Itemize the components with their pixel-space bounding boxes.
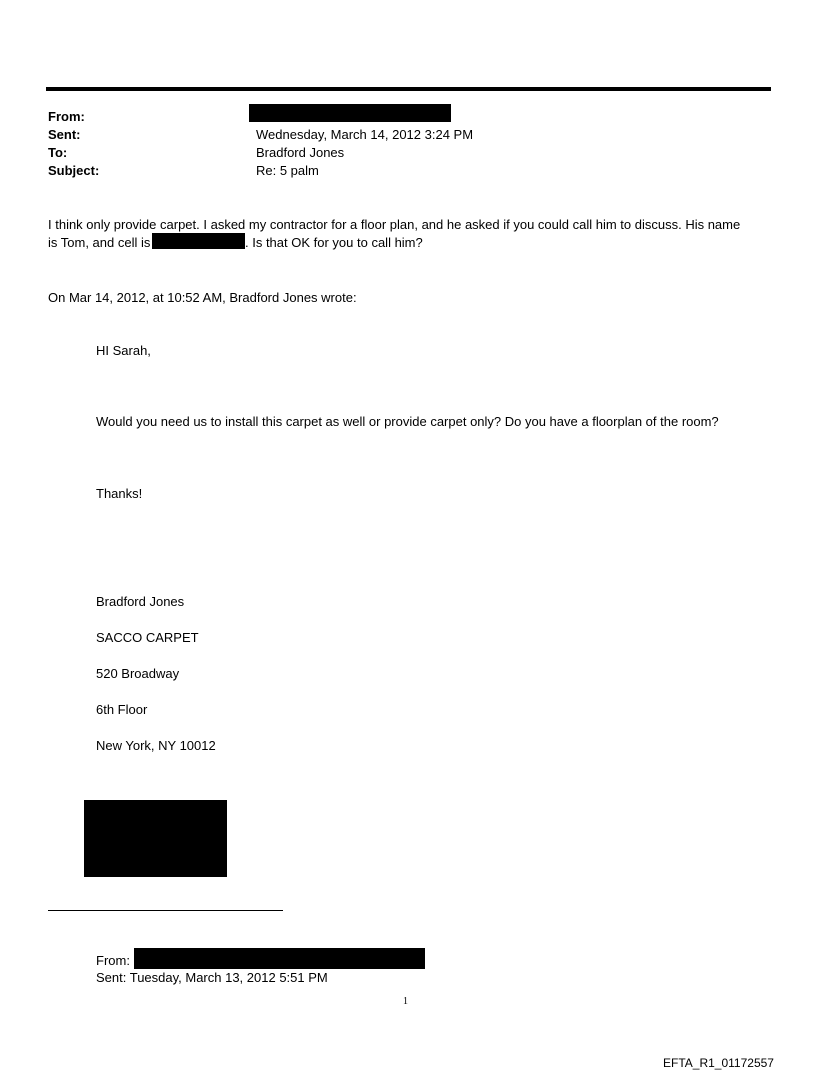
to-value: Bradford Jones — [256, 145, 345, 160]
forwarded-sent-line: Sent: Tuesday, March 13, 2012 5:51 PM — [96, 970, 328, 985]
subject-value: Re: 5 palm — [256, 163, 319, 178]
redacted-forwarded-from — [134, 948, 425, 969]
sent-label: Sent: — [48, 127, 81, 142]
quoted-greeting: HI Sarah, — [96, 343, 151, 358]
quoted-thanks: Thanks! — [96, 486, 143, 501]
signature-city: New York, NY 10012 — [96, 738, 216, 753]
body-line-2-after: . Is that OK for you to call him? — [245, 235, 423, 250]
page-number: 1 — [403, 996, 408, 1007]
redacted-logo-block — [84, 800, 227, 877]
body-line-1: I think only provide carpet. I asked my contractor for a floor plan, and he asked if you could call him to discuss. His name — [48, 217, 741, 232]
to-label: To: — [48, 145, 68, 160]
signature-street: 520 Broadway — [96, 666, 180, 681]
signature-name: Bradford Jones — [96, 594, 185, 609]
forwarded-from-label: From: — [96, 953, 130, 968]
document-id: EFTA_R1_01172557 — [663, 1056, 774, 1070]
sent-value: Wednesday, March 14, 2012 3:24 PM — [256, 127, 474, 142]
redacted-phone-number — [152, 233, 245, 249]
from-label: From: — [48, 109, 85, 124]
signature-floor: 6th Floor — [96, 702, 148, 717]
quoted-question: Would you need us to install this carpet as well or provide carpet only? Do you have a floorplan of the room? — [96, 414, 719, 429]
body-line-2-before: is Tom, and cell is — [48, 235, 151, 250]
header-top-rule — [46, 87, 771, 91]
subject-label: Subject: — [48, 163, 100, 178]
quoted-intro: On Mar 14, 2012, at 10:52 AM, Bradford Jones wrote: — [48, 290, 357, 305]
redacted-from-address — [249, 104, 451, 122]
signature-company: SACCO CARPET — [96, 630, 199, 645]
forward-separator-rule — [48, 910, 283, 911]
